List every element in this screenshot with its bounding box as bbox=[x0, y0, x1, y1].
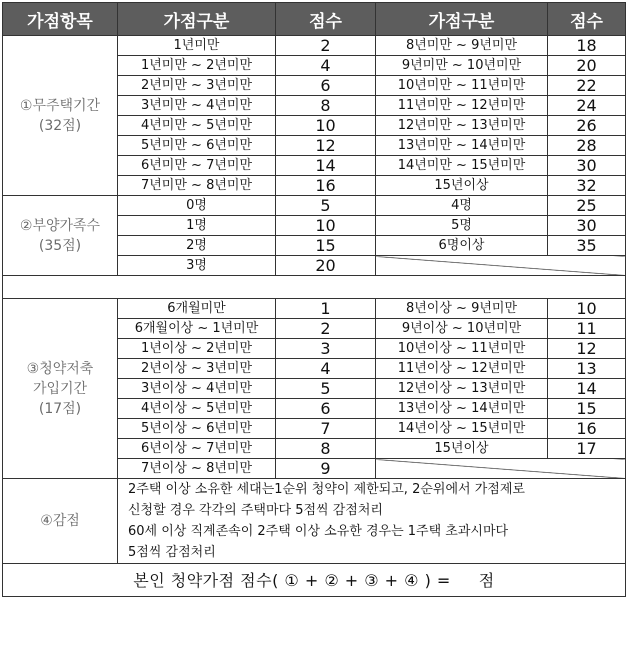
range-cell: 4년이상 ~ 5년미만 bbox=[118, 399, 276, 419]
dependents-category bbox=[3, 196, 118, 276]
points-cell: 14 bbox=[276, 156, 376, 176]
points-cell: 30 bbox=[548, 216, 626, 236]
spacer-row bbox=[3, 276, 626, 299]
points-cell: 12 bbox=[548, 339, 626, 359]
points-cell: 6 bbox=[276, 399, 376, 419]
points-cell: 4 bbox=[276, 56, 376, 76]
range-cell: 14년이상 ~ 15년미만 bbox=[376, 419, 548, 439]
deduction-line: 60세 이상 직계존속이 2주택 이상 소유한 경우는 1주택 초과시마다 bbox=[128, 524, 509, 539]
points-cell: 5 bbox=[276, 196, 376, 216]
savings-category bbox=[3, 299, 118, 479]
range-cell: 10년이상 ~ 11년미만 bbox=[376, 339, 548, 359]
range-cell: 6명이상 bbox=[376, 236, 548, 256]
score-table bbox=[2, 2, 626, 597]
deduction-line: 5점씩 감점처리 bbox=[128, 545, 216, 560]
range-cell: 11년이상 ~ 12년미만 bbox=[376, 359, 548, 379]
range-cell: 1명 bbox=[118, 216, 276, 236]
deduction-category: ④감점 bbox=[3, 479, 118, 564]
homeless-row bbox=[3, 36, 626, 56]
savings-row bbox=[3, 299, 626, 319]
range-cell: 15년이상 bbox=[376, 439, 548, 459]
range-cell: 3년이상 ~ 4년미만 bbox=[118, 379, 276, 399]
total-formula: 본인 청약가점 점수( ① + ② + ③ + ④ ) = 점 bbox=[3, 564, 626, 597]
points-cell: 35 bbox=[548, 236, 626, 256]
range-cell: 2년미만 ~ 3년미만 bbox=[118, 76, 276, 96]
points-cell: 16 bbox=[276, 176, 376, 196]
points-cell: 15 bbox=[276, 236, 376, 256]
dependents-category-label: (35점) bbox=[38, 237, 82, 254]
homeless-category bbox=[3, 36, 118, 196]
range-cell: 13년이상 ~ 14년미만 bbox=[376, 399, 548, 419]
points-cell: 14 bbox=[548, 379, 626, 399]
header-division-right: 가점구분 bbox=[376, 3, 548, 36]
points-cell: 8 bbox=[276, 439, 376, 459]
range-cell: 12년이상 ~ 13년미만 bbox=[376, 379, 548, 399]
range-cell: 6년미만 ~ 7년미만 bbox=[118, 156, 276, 176]
points-cell: 24 bbox=[548, 96, 626, 116]
dependents-row bbox=[3, 196, 626, 216]
spacer-cell bbox=[3, 276, 626, 299]
deduction-line: 2주택 이상 소유한 세대는1순위 청약이 제한되고, 2순위에서 가점제로 bbox=[128, 482, 525, 497]
header-points-left: 점수 bbox=[276, 3, 376, 36]
range-cell: 2년이상 ~ 3년미만 bbox=[118, 359, 276, 379]
points-cell: 20 bbox=[276, 256, 376, 276]
range-cell: 5년이상 ~ 6년미만 bbox=[118, 419, 276, 439]
points-cell: 10 bbox=[276, 216, 376, 236]
points-cell: 1 bbox=[276, 299, 376, 319]
points-cell: 12 bbox=[276, 136, 376, 156]
range-cell: 4명 bbox=[376, 196, 548, 216]
range-cell: 2명 bbox=[118, 236, 276, 256]
points-cell: 25 bbox=[548, 196, 626, 216]
points-cell: 7 bbox=[276, 419, 376, 439]
range-cell: 15년이상 bbox=[376, 176, 548, 196]
range-cell: 7년미만 ~ 8년미만 bbox=[118, 176, 276, 196]
range-cell: 3년미만 ~ 4년미만 bbox=[118, 96, 276, 116]
empty-diagonal-cell bbox=[376, 256, 626, 276]
header-division-left: 가점구분 bbox=[118, 3, 276, 36]
points-cell: 18 bbox=[548, 36, 626, 56]
header-points-right: 점수 bbox=[548, 3, 626, 36]
range-cell: 6개월이상 ~ 1년미만 bbox=[118, 319, 276, 339]
points-cell: 28 bbox=[548, 136, 626, 156]
points-cell: 3 bbox=[276, 339, 376, 359]
points-cell: 11 bbox=[548, 319, 626, 339]
points-cell: 5 bbox=[276, 379, 376, 399]
range-cell: 14년미만 ~ 15년미만 bbox=[376, 156, 548, 176]
range-cell: 4년미만 ~ 5년미만 bbox=[118, 116, 276, 136]
deduction-text bbox=[118, 479, 626, 564]
homeless-category-label: ①무주택기간 bbox=[19, 97, 101, 114]
deduction-line: 신청할 경우 각각의 주택마다 5점씩 감점처리 bbox=[128, 503, 383, 518]
header-category: 가점항목 bbox=[3, 3, 118, 36]
range-cell: 1년미만 bbox=[118, 36, 276, 56]
points-cell: 10 bbox=[276, 116, 376, 136]
range-cell: 0명 bbox=[118, 196, 276, 216]
savings-category-label: (17점) bbox=[38, 400, 82, 417]
range-cell: 9년이상 ~ 10년미만 bbox=[376, 319, 548, 339]
deduction-row bbox=[3, 479, 626, 564]
points-cell: 8 bbox=[276, 96, 376, 116]
range-cell: 5년미만 ~ 6년미만 bbox=[118, 136, 276, 156]
points-cell: 30 bbox=[548, 156, 626, 176]
points-cell: 22 bbox=[548, 76, 626, 96]
range-cell: 6개월미만 bbox=[118, 299, 276, 319]
range-cell: 1년미만 ~ 2년미만 bbox=[118, 56, 276, 76]
dependents-category-label: ②부양가족수 bbox=[19, 217, 101, 234]
range-cell: 11년미만 ~ 12년미만 bbox=[376, 96, 548, 116]
header-row bbox=[3, 3, 626, 36]
points-cell: 16 bbox=[548, 419, 626, 439]
range-cell: 8년미만 ~ 9년미만 bbox=[376, 36, 548, 56]
points-cell: 4 bbox=[276, 359, 376, 379]
points-cell: 9 bbox=[276, 459, 376, 479]
points-cell: 2 bbox=[276, 319, 376, 339]
range-cell: 1년이상 ~ 2년미만 bbox=[118, 339, 276, 359]
points-cell: 6 bbox=[276, 76, 376, 96]
savings-category-label: 가입기간 bbox=[32, 380, 88, 397]
total-row bbox=[3, 564, 626, 597]
range-cell: 13년미만 ~ 14년미만 bbox=[376, 136, 548, 156]
points-cell: 20 bbox=[548, 56, 626, 76]
points-cell: 17 bbox=[548, 439, 626, 459]
range-cell: 10년미만 ~ 11년미만 bbox=[376, 76, 548, 96]
savings-category-label: ③청약저축 bbox=[26, 360, 94, 377]
range-cell: 12년미만 ~ 13년미만 bbox=[376, 116, 548, 136]
range-cell: 9년미만 ~ 10년미만 bbox=[376, 56, 548, 76]
range-cell: 8년이상 ~ 9년미만 bbox=[376, 299, 548, 319]
points-cell: 10 bbox=[548, 299, 626, 319]
range-cell: 5명 bbox=[376, 216, 548, 236]
points-cell: 15 bbox=[548, 399, 626, 419]
empty-diagonal-cell bbox=[376, 459, 626, 479]
homeless-category-label: (32점) bbox=[38, 117, 82, 134]
range-cell: 7년이상 ~ 8년미만 bbox=[118, 459, 276, 479]
points-cell: 32 bbox=[548, 176, 626, 196]
range-cell: 6년이상 ~ 7년미만 bbox=[118, 439, 276, 459]
range-cell: 3명 bbox=[118, 256, 276, 276]
points-cell: 26 bbox=[548, 116, 626, 136]
points-cell: 2 bbox=[276, 36, 376, 56]
points-cell: 13 bbox=[548, 359, 626, 379]
